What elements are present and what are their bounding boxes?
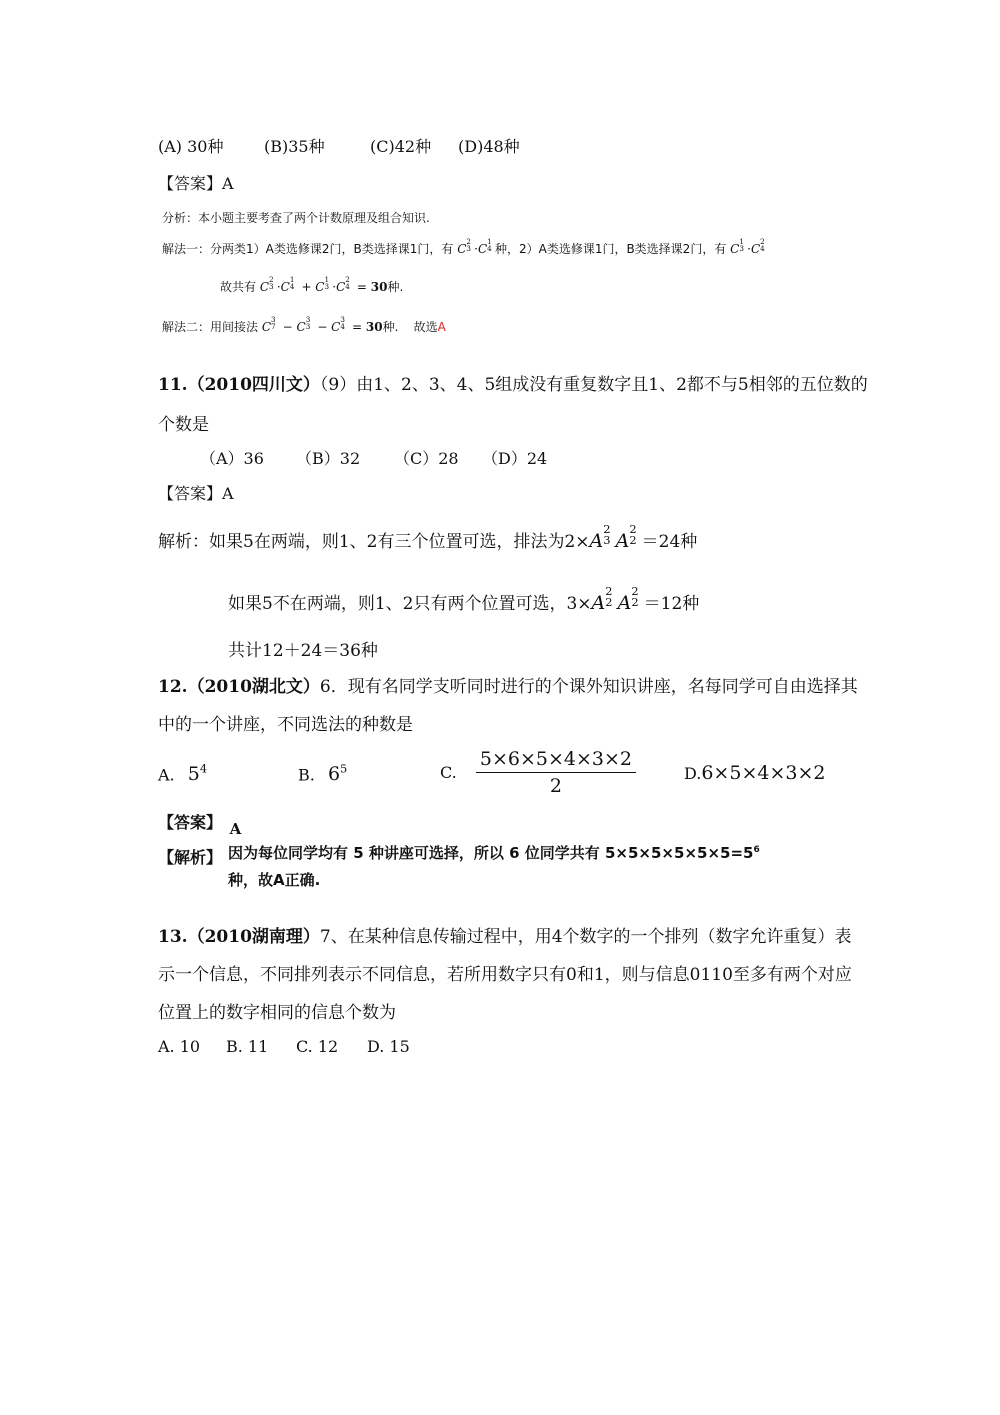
q12-option-a-value: $5^4$ xyxy=(187,762,208,786)
q12-analysis-sup: 6 xyxy=(753,845,760,855)
q11-sol2-suffix: ＝12种 xyxy=(643,594,700,614)
q12-option-c-denominator: 2 xyxy=(549,775,562,797)
q12-option-b-label: B. xyxy=(298,765,315,785)
q12-option-c-numerator: 5×6×5×4×3×2 xyxy=(476,748,636,773)
q10-method1-mid: 种，2）A类选修课1门，B类选择课2门，有 xyxy=(494,242,727,256)
q10-total xyxy=(220,275,404,295)
q12-answer-value: A xyxy=(229,820,242,838)
q10-total-prefix: 故共有 xyxy=(220,280,257,294)
q10-option-c: (C)42种 xyxy=(370,137,432,156)
q11-sol1-formula: A 2 3 A 2 2 xyxy=(589,521,637,552)
q12-option-c-fraction xyxy=(476,748,636,797)
q10-option-d: (D)48种 xyxy=(458,137,520,156)
q12-option-a-label: A. xyxy=(158,765,175,785)
q10-method1-text: 解法一：分两类1）A类选修课2门，B类选择课1门，有 xyxy=(162,242,454,256)
q12-stem-line1 xyxy=(158,672,858,697)
q11-sol1-prefix: 解析：如果5在两端，则1、2有三个位置可选，排法为2× xyxy=(158,532,590,552)
q11-stem-line1 xyxy=(158,370,868,395)
q10-analysis: 分析：本小题主要考查了两个计数原理及组合知识. xyxy=(162,211,430,225)
q12-answer-label: 【答案】 xyxy=(158,813,223,832)
q11-sol1-suffix: ＝24种 xyxy=(641,532,698,552)
q10-method2-choose-letter: A xyxy=(437,320,446,334)
q11-answer xyxy=(158,481,234,504)
q11-option-a: （A）36 xyxy=(200,449,264,468)
q11-option-d: （D）24 xyxy=(482,449,548,468)
q12-analysis-label: 【解析】 xyxy=(158,848,223,867)
q12-source: （2010湖北文） xyxy=(187,677,320,697)
q10-total-formula: C 2 3 ·C 1 4 + C 1 3 ·C 2 4 = 30 xyxy=(259,275,388,294)
q12-analysis-text1: 因为每位同学均有 5 种讲座可选择，所以 6 位同学共有 5×5×5×5×5×5=5 xyxy=(228,844,754,862)
q12-option-d-value: 6×5×4×3×2 xyxy=(701,762,826,784)
q10-option-a: (A) 30种 xyxy=(158,137,224,156)
q10-method2-suffix: 种. xyxy=(382,320,399,334)
q11-number: 11. xyxy=(158,375,188,395)
q10-option-b: (B)35种 xyxy=(264,137,325,156)
q11-option-c: （C）28 xyxy=(394,449,459,468)
q13-option-c: C. 12 xyxy=(296,1037,339,1056)
q10-method1-formula1: C 2 3 ·C 1 4 xyxy=(457,237,492,256)
q11-solution-line2 xyxy=(228,583,700,614)
q13-stem-line2: 示一个信息，不同排列表示不同信息，若所用数字只有0和1，则与信息0110至多有两个对应 xyxy=(158,965,852,985)
q11-source: （2010四川文） xyxy=(187,375,320,395)
q12-option-b-value: $6^5$ xyxy=(327,762,348,786)
q12-option-d-label: D. xyxy=(684,764,702,783)
q11-solution-line1 xyxy=(158,521,698,552)
q12-analysis-line1 xyxy=(228,842,760,863)
q12-answer xyxy=(158,810,241,838)
q13-stem-text1: 7、在某种信息传输过程中，用4个数字的一个排列（数字允许重复）表 xyxy=(319,927,852,947)
q12-option-b xyxy=(298,762,347,785)
q10-answer xyxy=(158,171,234,194)
q13-number: 13. xyxy=(158,927,188,947)
q13-stem-line3: 位置上的数字相同的信息个数为 xyxy=(158,1003,396,1023)
q12-option-d xyxy=(684,762,825,784)
q12-option-c-label: C. xyxy=(440,763,457,782)
q12-stem-text1: 6．现有名同学支听同时进行的个课外知识讲座，名每同学可自由选择其 xyxy=(319,677,858,697)
q11-answer-value: A xyxy=(222,484,234,503)
q10-method2-formula: C 3 7 − C 3 3 − C 3 4 = 30 xyxy=(261,315,383,334)
q10-method2-prefix: 解法二：用间接法 xyxy=(162,320,259,334)
q10-method1 xyxy=(162,237,768,257)
q13-source: （2010湖南理） xyxy=(187,927,320,947)
q12-analysis-line2: 种，故A正确. xyxy=(228,871,321,889)
q12-option-a xyxy=(158,762,207,785)
q11-sol2-prefix: 如果5不在两端，则1、2只有两个位置可选，3× xyxy=(228,594,592,614)
q11-answer-label: 【答案】 xyxy=(158,484,223,503)
q12-number: 12. xyxy=(158,677,188,697)
q10-answer-label: 【答案】 xyxy=(158,174,223,193)
q10-total-suffix: 种. xyxy=(387,280,404,294)
q13-stem-line1 xyxy=(158,922,852,947)
q13-option-d: D. 15 xyxy=(367,1037,410,1056)
q12-option-c xyxy=(440,748,636,797)
q10-method2 xyxy=(162,315,446,335)
q11-option-b: （B）32 xyxy=(296,449,361,468)
q10-answer-value: A xyxy=(222,174,234,193)
q12-stem-line2: 中的一个讲座，不同选法的种数是 xyxy=(158,715,413,735)
q10-method1-formula2: C 1 3 ·C 2 4 xyxy=(730,237,765,256)
q13-option-a: A. 10 xyxy=(158,1037,201,1056)
q13-option-b: B. 11 xyxy=(226,1037,269,1056)
q11-stem-text1: （9）由1、2、3、4、5组成没有重复数字且1、2都不与5相邻的五位数的 xyxy=(319,375,868,395)
q11-sol2-formula: A 2 2 A 2 2 xyxy=(591,583,639,614)
q11-solution-line3: 共计12＋24＝36种 xyxy=(228,641,378,661)
q10-method2-choose: 故选 xyxy=(413,320,438,334)
q11-stem-line2: 个数是 xyxy=(158,415,209,435)
